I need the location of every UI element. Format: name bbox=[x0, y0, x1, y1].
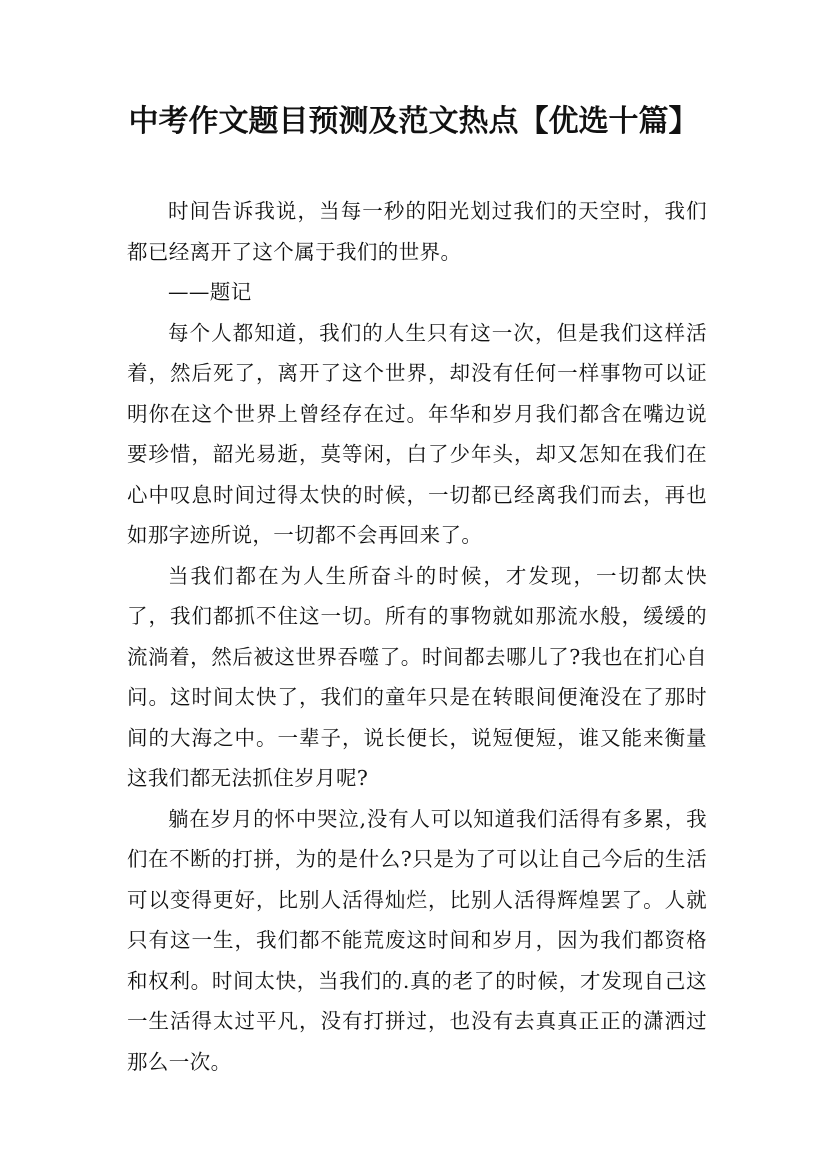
paragraph-epigraph-attribution: ——题记 bbox=[168, 280, 252, 304]
paragraph-intro: 时间告诉我说，当每一秒的阳光划过我们的天空时，我们都已经离开了这个属于我们的世界。 bbox=[127, 199, 707, 264]
paragraph-2: 当我们都在为人生所奋斗的时候，才发现，一切都太快了，我们都抓不住这一切。所有的事物就如那流水般，缓缓的流淌着，然后被这世界吞噬了。时间都去哪儿了?我也在扪心自问。这时间太快了，我们的童年只是在转眼间便淹没在了那时间的大海之中。一辈子，说长便长，说短便短，谁又能来衡量这我们都无法抓住岁月呢? bbox=[127, 563, 707, 790]
paragraph-1: 每个人都知道，我们的人生只有这一次，但是我们这样活着，然后死了，离开了这个世界，却没有任何一样事物可以证明你在这个世界上曾经存在过。年华和岁月我们都含在嘴边说要珍惜，韶光易逝，莫等闲，白了少年头，却又怎知在我们在心中叹息时间过得太快的时候，一切都已经离我们而去，再也如那字迹所说，一切都不会再回来了。 bbox=[127, 320, 707, 547]
page-title: 中考作文题目预测及范文热点【优选十篇】 bbox=[128, 104, 699, 139]
paragraph-3: 躺在岁月的怀中哭泣,没有人可以知道我们活得有多累，我们在不断的打拼，为的是什么?只是为了可以让自己今后的生活可以变得更好，比别人活得灿烂，比别人活得辉煌罢了。人就只有这一生，我们都不能荒废这时间和岁月，因为我们都资格和权利。时间太快，当我们的.真的老了的时候，才发现自己这一生活得太过平凡，没有打拼过，也没有去真真正正的潇洒过那么一次。 bbox=[127, 806, 707, 1074]
article-body bbox=[127, 191, 707, 1082]
